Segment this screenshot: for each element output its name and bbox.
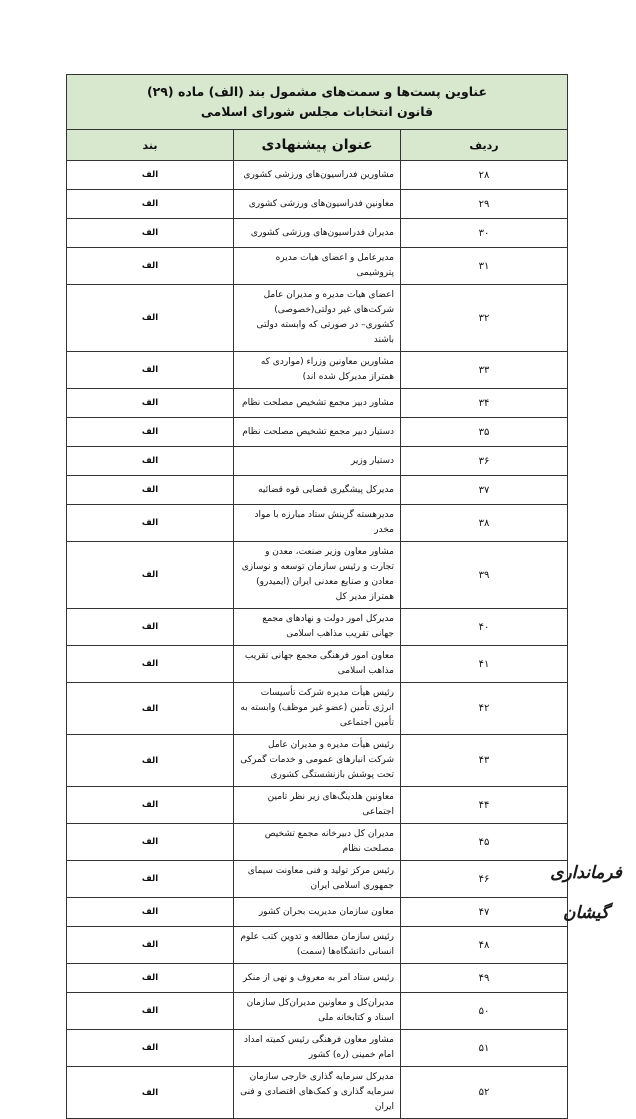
table-row	[67, 787, 568, 824]
table-row	[67, 1030, 568, 1067]
table-row	[67, 505, 568, 542]
row-title: اعضای هیات مدیره و مدیران عامل شرکت‌های غیر دولتی(خصوصی) کشوری– در صورتی که وابسته دولتی باشند	[234, 285, 401, 352]
row-number: ۳۵	[401, 418, 568, 447]
row-title: معاونین فدراسیون‌های ورزشی کشوری	[234, 190, 401, 219]
row-band: الف	[67, 824, 234, 861]
governorate-logo	[544, 853, 628, 923]
row-number: ۳۴	[401, 389, 568, 418]
row-band: الف	[67, 352, 234, 389]
row-number: ۴۴	[401, 787, 568, 824]
table-row	[67, 927, 568, 964]
row-band: الف	[67, 285, 234, 352]
row-band: الف	[67, 609, 234, 646]
row-title: دستیار وزیر	[234, 447, 401, 476]
header-title: عنوان پیشنهادی	[234, 130, 401, 161]
row-title: رئیس هیأت مدیره و مدیران عامل شرکت انبارهای عمومی و خدمات گمرکی تحت پوشش بازنشستگی کشوری	[234, 735, 401, 787]
row-band: الف	[67, 190, 234, 219]
table-row	[67, 735, 568, 787]
row-band: الف	[67, 161, 234, 190]
table-row	[67, 646, 568, 683]
row-band: الف	[67, 505, 234, 542]
row-number: ۵۲	[401, 1067, 568, 1119]
header-radif: ردیف	[401, 130, 568, 161]
positions-table	[66, 74, 568, 1119]
row-number: ۳۶	[401, 447, 568, 476]
row-number: ۴۱	[401, 646, 568, 683]
row-title: دستیار دبیر مجمع تشخیص مصلحت نظام	[234, 418, 401, 447]
table-row	[67, 898, 568, 927]
row-number: ۴۰	[401, 609, 568, 646]
row-number: ۳۰	[401, 219, 568, 248]
row-number: ۳۹	[401, 542, 568, 609]
table-row	[67, 964, 568, 993]
table-row	[67, 389, 568, 418]
row-number: ۵۱	[401, 1030, 568, 1067]
row-number: ۳۸	[401, 505, 568, 542]
row-title: مدیرهسته گزینش ستاد مبارزه با مواد مخدر	[234, 505, 401, 542]
table-row	[67, 1067, 568, 1119]
document-sheet	[66, 74, 568, 1119]
row-title: معاون امور فرهنگی مجمع جهانی تقریب مذاهب اسلامی	[234, 646, 401, 683]
row-number: ۳۳	[401, 352, 568, 389]
row-title: رئیس مرکز تولید و فنی معاونت سیمای جمهوری اسلامی ایران	[234, 861, 401, 898]
header-band: بند	[67, 130, 234, 161]
table-row	[67, 285, 568, 352]
logo-text: فرمانداری گیشان	[550, 863, 622, 923]
row-band: الف	[67, 1067, 234, 1119]
table-row	[67, 861, 568, 898]
table-body	[67, 161, 568, 1119]
table-row	[67, 476, 568, 505]
table-row	[67, 447, 568, 476]
row-title: مشاور دبیر مجمع تشخیص مصلحت نظام	[234, 389, 401, 418]
row-band: الف	[67, 683, 234, 735]
row-title: مدیرکل سرمایه گذاری خارجی سازمان سرمایه گذاری و کمک‌های اقتصادی و فنی ایران	[234, 1067, 401, 1119]
row-band: الف	[67, 418, 234, 447]
row-number: ۲۹	[401, 190, 568, 219]
row-number: ۵۰	[401, 993, 568, 1030]
row-title: مدیرکل پیشگیری قضایی قوه قضائیه	[234, 476, 401, 505]
row-number: ۳۲	[401, 285, 568, 352]
row-title: مدیرعامل و اعضای هیات مدیره پتروشیمی	[234, 248, 401, 285]
table-title	[67, 75, 568, 130]
row-band: الف	[67, 735, 234, 787]
row-band: الف	[67, 476, 234, 505]
row-title: مشاورین فدراسیون‌های ورزشی کشوری	[234, 161, 401, 190]
table-row	[67, 418, 568, 447]
row-band: الف	[67, 787, 234, 824]
row-number: ۳۱	[401, 248, 568, 285]
row-band: الف	[67, 1030, 234, 1067]
row-title: مشاور معاون فرهنگی رئیس کمیته امداد امام خمینی (ره) کشور	[234, 1030, 401, 1067]
row-band: الف	[67, 927, 234, 964]
table-row	[67, 248, 568, 285]
title-line-1: عناوین پست‌ها و سمت‌های مشمول بند (الف) ماده (۲۹)	[146, 84, 488, 99]
row-title: معاون سازمان مدیریت بحران کشور	[234, 898, 401, 927]
row-band: الف	[67, 964, 234, 993]
row-title: مشاور معاون وزیر صنعت، معدن و تجارت و رئیس سازمان توسعه و نوسازی معادن و صنایع معدنی ایران (ایمیدرو) همتراز مدیر کل	[234, 542, 401, 609]
row-band: الف	[67, 447, 234, 476]
row-number: ۲۸	[401, 161, 568, 190]
table-row	[67, 161, 568, 190]
table-row	[67, 190, 568, 219]
table-row	[67, 352, 568, 389]
row-title: رئیس ستاد امر به معروف و نهی از منکر	[234, 964, 401, 993]
row-band: الف	[67, 646, 234, 683]
row-number: ۴۷	[401, 898, 568, 927]
row-number: ۴۶	[401, 861, 568, 898]
row-number: ۴۹	[401, 964, 568, 993]
row-number: ۳۷	[401, 476, 568, 505]
row-title: معاونین هلدینگ‌های زیر نظر تامین اجتماعی	[234, 787, 401, 824]
row-title: مدیران کل دبیرخانه مجمع تشخیص مصلحت نظام	[234, 824, 401, 861]
table-row	[67, 824, 568, 861]
row-band: الف	[67, 993, 234, 1030]
row-title: رئیس هیأت مدیره شرکت تأسیسات انرژی تأمین (عضو غیر موظف) وابسته به تأمین اجتماعی	[234, 683, 401, 735]
row-title: مدیران‌کل و معاونین مدیران‌کل سازمان اسناد و کتابخانه ملی	[234, 993, 401, 1030]
row-title: مشاورین معاونین وزراء (مواردی که همتراز مدیرکل شده اند)	[234, 352, 401, 389]
row-title: مدیران فدراسیون‌های ورزشی کشوری	[234, 219, 401, 248]
title-line-2: قانون انتخابات مجلس شورای اسلامی	[200, 104, 434, 119]
row-number: ۴۵	[401, 824, 568, 861]
table-row	[67, 219, 568, 248]
row-band: الف	[67, 861, 234, 898]
row-band: الف	[67, 219, 234, 248]
row-number: ۴۳	[401, 735, 568, 787]
row-number: ۴۲	[401, 683, 568, 735]
row-title: رئیس سازمان مطالعه و تدوین کتب علوم انسانی دانشگاه‌ها (سمت)	[234, 927, 401, 964]
row-band: الف	[67, 898, 234, 927]
row-title: مدیرکل امور دولت و نهادهای مجمع جهانی تقریب مذاهب اسلامی	[234, 609, 401, 646]
table-row	[67, 542, 568, 609]
row-number: ۴۸	[401, 927, 568, 964]
table-row	[67, 609, 568, 646]
row-band: الف	[67, 248, 234, 285]
table-row	[67, 683, 568, 735]
row-band: الف	[67, 389, 234, 418]
table-row	[67, 993, 568, 1030]
row-band: الف	[67, 542, 234, 609]
